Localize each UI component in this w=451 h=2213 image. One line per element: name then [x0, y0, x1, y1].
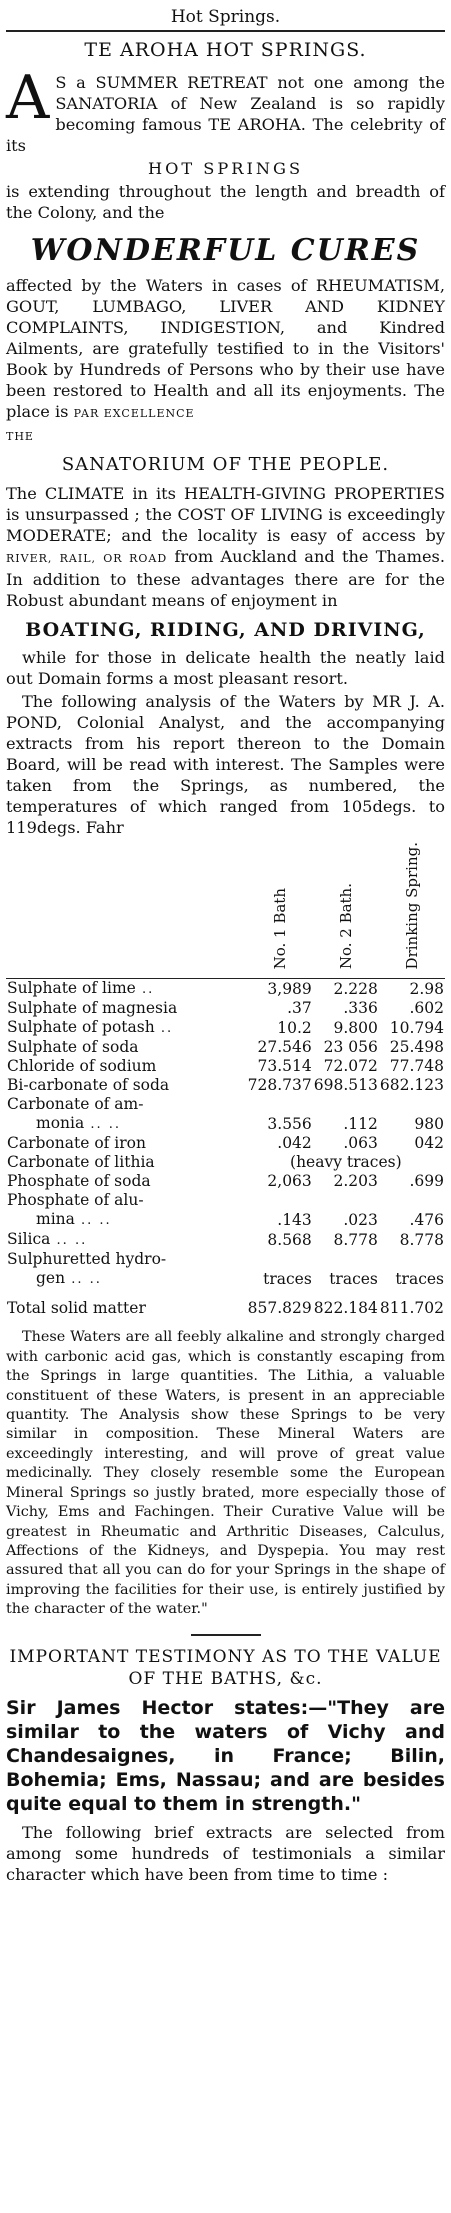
table-row-bath-1: 3,989: [267, 979, 312, 998]
rail-label: RAIL,: [59, 552, 96, 565]
table-row-bath-1: 728.737: [247, 1076, 312, 1095]
table-row-bath-2: .336: [343, 999, 378, 1018]
these-waters-paragraph: These Waters are all feebly alkaline and strongly charged with carbonic acid gas, which is constantly escaping from the Springs in large quantities. The Lithia, a valuable constituent of these Waters, is present in an appreciable quantity. The Analysis show these Springs to be very similar in composition. These Mineral Waters are exceedingly interesting, and will prove of great value medicinally. They closely resemble some the European Mineral Springs so justly brated, more especially those of Vichy, Ems and Fachingen. Their Curative Value will be greatest in Rheumatic and Arthritic Diseases, Calculus, Affections of the Kidneys, and Dyspepia. You may rest assured that all you can do for your Springs in the shape of improving the facilities for their use, is entirely justified by the character of the water.": [6, 1329, 445, 1618]
the-label: THE: [6, 430, 34, 443]
table-row-bath-2: traces: [329, 1269, 378, 1288]
table-row: [6, 1191, 445, 1210]
analysis-header-blank: [6, 842, 247, 974]
table-row-bath-1: 8.568: [267, 1230, 312, 1249]
table-row-name: Carbonate of iron: [7, 1134, 146, 1153]
table-row-drinking: 77.748: [389, 1057, 444, 1076]
table-row: [6, 1153, 445, 1172]
table-row-bath-2: [313, 1095, 379, 1114]
table-row-bath-1: [247, 1250, 313, 1269]
table-row: [6, 1172, 445, 1191]
intro-paragraph: [6, 63, 445, 156]
table-row-bath-2: [313, 1250, 379, 1269]
leader-dots: ..: [135, 982, 155, 998]
table-row-bath-1: 10.2: [277, 1018, 312, 1037]
col-drinking-spring-label: Drinking Spring.: [402, 842, 421, 970]
col-bath-2-label: No. 2 Bath.: [336, 883, 355, 970]
table-row-drinking: 25.498: [389, 1038, 444, 1057]
table-row-name: Sulphate of lime ..: [7, 979, 155, 998]
climate-text-1: The CLIMATE in its HEALTH-GIVING PROPERTIES is unsurpassed ; the COST OF LIVING is exceedingly MODERATE; and the locality is easy of access by: [6, 484, 445, 545]
table-row-name: Phosphate of alu-: [7, 1191, 144, 1210]
table-row-name: mina .. ..: [36, 1210, 112, 1229]
table-row-drinking: .476: [409, 1210, 444, 1229]
intro-text: S a SUMMER RETREAT not one among the SANATORIA of New Zealand is so rapidly becoming famous TE AROHA. The celebrity of its: [6, 73, 445, 155]
table-row-drinking: [379, 1095, 445, 1114]
affected-text: affected by the Waters in cases of RHEUMATISM, GOUT, LUMBAGO, LIVER AND KIDNEY COMPLAINTS, INDIGESTION, and Kindred Ailments, are gratefully testified to in the Visitors' Book by Hundreds of Persons who by their use have been restored to Health and all its enjoyments. The place is: [6, 276, 445, 421]
table-row-name: monia .. ..: [36, 1114, 122, 1133]
table-row-drinking: [379, 1191, 445, 1210]
analysis-table: [6, 842, 445, 1318]
analysis-body: [6, 979, 445, 1319]
par-excellence-label: PAR EXCELLENCE: [73, 407, 195, 420]
hector-quote: Sir James Hector states:—"They are similar to the waters of Vichy and Chandesaignes, in France; Bilin, Bohemia; Ems, Nassau; and are besides quite equal to them in strength.": [6, 1696, 445, 1815]
table-row-bath-2: 2.203: [333, 1172, 378, 1191]
table-row-bath-1: 27.546: [257, 1038, 312, 1057]
table-row-drinking: .699: [409, 1172, 444, 1191]
testimony-heading: IMPORTANT TESTIMONY AS TO THE VALUE OF THE BATHS, &c.: [9, 1646, 442, 1689]
climate-paragraph: [6, 483, 445, 611]
table-row-drinking: 980: [414, 1114, 444, 1133]
page-title: TE AROHA HOT SPRINGS.: [84, 39, 367, 61]
table-row-bath-1: .042: [277, 1134, 312, 1153]
table-row: [6, 1230, 445, 1250]
table-row: [6, 1076, 445, 1095]
table-row-bath-1: .143: [277, 1210, 312, 1229]
table-row-bath-2: .023: [343, 1210, 378, 1229]
table-row-drinking: .602: [409, 999, 444, 1018]
table-row-name: Carbonate of am-: [7, 1095, 144, 1114]
boating-heading: BOATING, RIDING, AND DRIVING,: [25, 619, 426, 641]
table-row-drinking: 10.794: [389, 1018, 444, 1037]
table-row-bath-2: [313, 1191, 379, 1210]
table-row-bath-1: [247, 1191, 313, 1210]
table-row: [6, 1057, 445, 1076]
leader-dots: .. ..: [50, 1233, 88, 1249]
table-row-drinking: 682.123: [379, 1076, 444, 1095]
table-row-bath-1: 2,063: [267, 1172, 312, 1191]
col-bath-1-label: No. 1 Bath: [270, 888, 289, 970]
table-row: [6, 1269, 445, 1289]
table-total-name: Total solid matter: [7, 1299, 146, 1318]
table-total-row: [6, 1289, 445, 1318]
leader-dots: .. ..: [84, 1117, 122, 1133]
table-row: [6, 1095, 445, 1114]
table-row-bath-2: .063: [343, 1134, 378, 1153]
table-row: [6, 1250, 445, 1269]
table-row-name: Carbonate of lithia: [7, 1153, 155, 1172]
table-row-bath-1: traces: [263, 1269, 312, 1288]
sanatorium-heading: SANATORIUM OF THE PEOPLE.: [61, 454, 390, 475]
table-row: [6, 1134, 445, 1153]
table-row-name: Sulphuretted hydro-: [7, 1250, 167, 1269]
table-row-drinking: 2.98: [409, 979, 444, 998]
leader-dots: .. ..: [65, 1272, 102, 1288]
table-row: [6, 999, 445, 1018]
section-header: Hot Springs.: [6, 6, 445, 32]
table-row-name: Phosphate of soda: [7, 1172, 151, 1191]
table-row-bath-2: 9.800: [333, 1018, 378, 1037]
table-row-bath-2: 23 056: [323, 1038, 378, 1057]
or-road-label: OR ROAD: [103, 552, 168, 565]
table-row-span-value: (heavy traces): [290, 1153, 402, 1172]
table-total-drinking: 811.702: [379, 1299, 444, 1318]
drop-cap: A: [6, 63, 50, 133]
analysis-header-row: [6, 842, 445, 974]
table-row: [6, 1114, 445, 1134]
table-row-drinking: [379, 1250, 445, 1269]
table-row-name: Chloride of sodium: [7, 1057, 157, 1076]
while-paragraph: while for those in delicate health the neatly laid out Domain forms a most pleasant resort.: [6, 648, 445, 688]
table-row-name: Sulphate of soda: [7, 1038, 139, 1057]
brief-extracts-text: The following brief extracts are selected from among some hundreds of testimonials a similar character which have been from time to time :: [6, 1822, 445, 1884]
table-row-name: Bi-carbonate of soda: [7, 1076, 170, 1095]
col-bath-2: [313, 842, 379, 974]
analysis-intro: The following analysis of the Waters by MR J. A. POND, Colonial Analyst, and the accompanying extracts from his report thereon to the Domain Board, will be read with interest. The Samples were taken from the Springs, as numbered, the temperatures of which ranged from 105degs. to 119degs. Fahr: [6, 692, 445, 837]
col-bath-1: [247, 842, 313, 974]
table-row: [6, 1210, 445, 1230]
table-row-bath-2: 8.778: [333, 1230, 378, 1249]
table-row-name: Silica .. ..: [7, 1230, 88, 1249]
leader-dots: ..: [154, 1021, 174, 1037]
table-row-bath-2: .112: [343, 1114, 378, 1133]
table-row-bath-2: 72.072: [323, 1057, 378, 1076]
table-row-name: gen .. ..: [36, 1269, 102, 1288]
col-drinking-spring: [379, 842, 445, 974]
table-row-drinking: 042: [414, 1134, 444, 1153]
affected-paragraph: [6, 275, 445, 424]
hot-springs-heading: HOT SPRINGS: [147, 159, 304, 178]
table-row-bath-1: 3.556: [267, 1114, 312, 1133]
table-row-bath-2: 698.513: [313, 1076, 378, 1095]
table-row: [6, 1018, 445, 1038]
table-row-drinking: 8.778: [399, 1230, 444, 1249]
table-row-bath-2: 2.228: [333, 979, 378, 998]
table-row-name: Sulphate of magnesia: [7, 999, 178, 1018]
table-row-drinking: traces: [395, 1269, 444, 1288]
extending-text: is extending throughout the length and breadth of the Colony, and the: [6, 182, 445, 222]
table-total-bath-2: 822.184: [313, 1299, 378, 1318]
table-row: [6, 1038, 445, 1057]
table-row-name: Sulphate of potash ..: [7, 1018, 174, 1037]
table-row-bath-1: 73.514: [257, 1057, 312, 1076]
table-row-bath-1: [247, 1095, 313, 1114]
table-total-bath-1: 857.829: [247, 1299, 312, 1318]
river-label: RIVER,: [6, 552, 53, 565]
climate-text-2: from Auckland and the Thames. In addition to these advantages there are for the Robust abundant means of enjoyment in: [6, 547, 445, 610]
table-row: [6, 979, 445, 1000]
wonderful-cures-heading: WONDERFUL CURES: [30, 233, 421, 268]
section-divider: [191, 1634, 261, 1636]
table-row-bath-1: .37: [287, 999, 312, 1018]
leader-dots: .. ..: [74, 1213, 112, 1229]
